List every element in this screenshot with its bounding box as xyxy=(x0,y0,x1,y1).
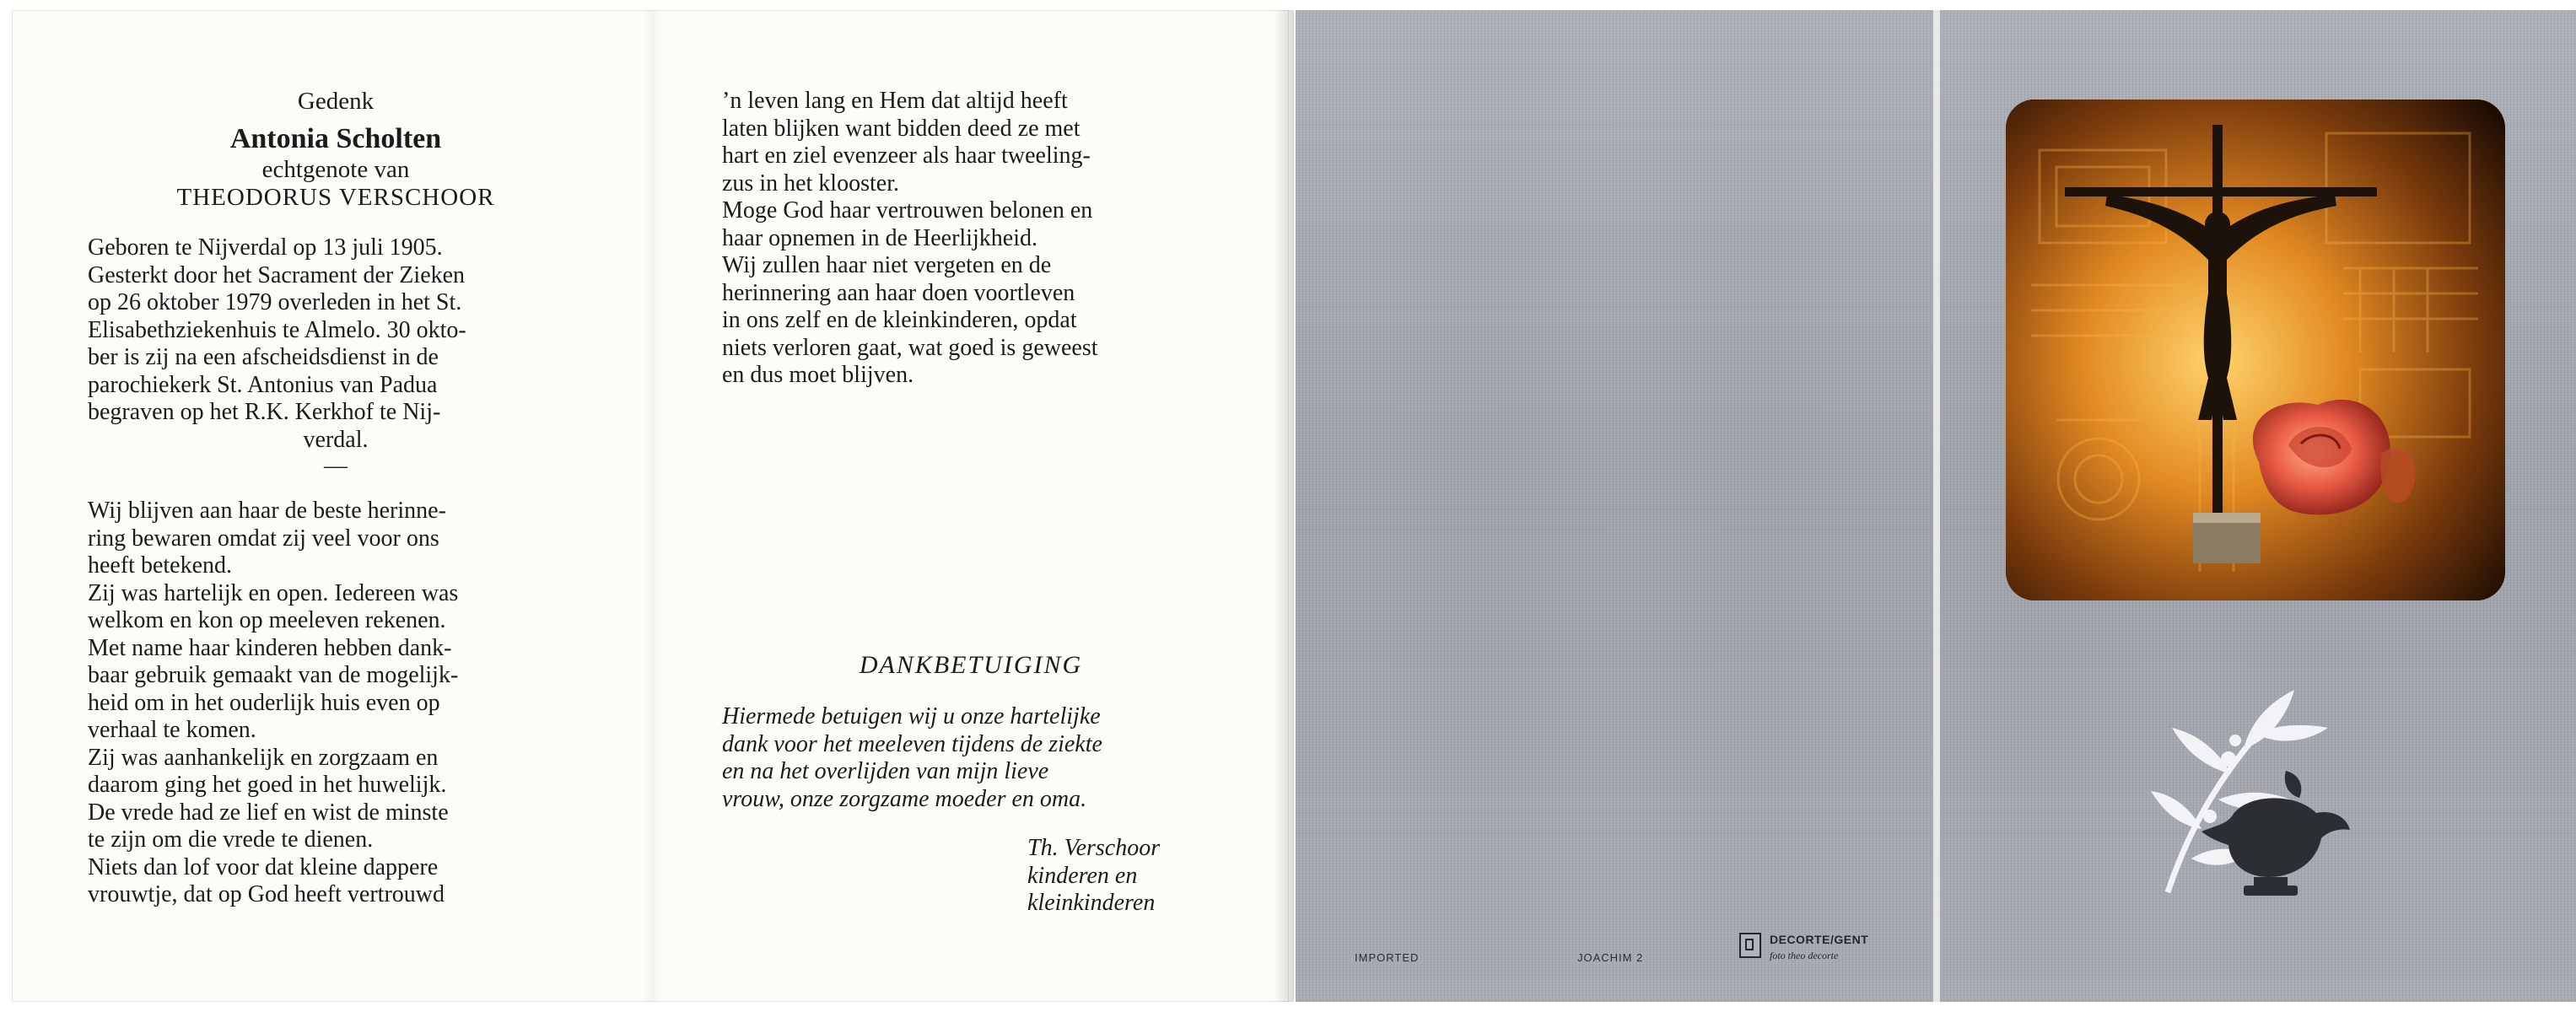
text-line: laten blijken want bidden deed ze met xyxy=(722,115,1081,142)
text-line: haar opnemen in de Heerlijkheid. xyxy=(722,224,1037,251)
thanks-paragraph xyxy=(722,703,1220,813)
text-line: daarom ging het goed in het huwelijk. xyxy=(88,772,447,798)
card-separation xyxy=(1933,10,1940,1002)
text-line: verdal. xyxy=(303,426,369,453)
text-line: Zij was hartelijk en open. Iedereen was xyxy=(88,579,459,606)
photo-credit: foto theo decorte xyxy=(1770,950,1839,961)
text-line: Met name haar kinderen hebben dank- xyxy=(88,634,452,661)
text-line: in ons zelf en de kleinkinderen, opdat xyxy=(722,307,1077,333)
signature-line: kleinkinderen xyxy=(1027,890,1156,916)
text-line: Zij was aanhankelijk en zorgzaam en xyxy=(88,744,439,771)
crucifix-with-rose-icon xyxy=(2006,100,2505,600)
text-line: op 26 oktober 1979 overleden in het St. xyxy=(88,289,462,315)
thanks-title: DANKBETUIGING xyxy=(859,651,1083,679)
text-line: ber is zij na een afscheidsdienst in de xyxy=(88,344,439,370)
text-line: welkom en kon op meeleven rekenen. xyxy=(88,607,446,633)
separator-dash: — xyxy=(324,453,348,479)
text-line: en na het overlijden van mijn lieve xyxy=(722,758,1049,784)
text-line: ring bewaren omdat zij veel voor ons xyxy=(88,525,439,552)
text-line: heid om in het ouderlijk huis even op xyxy=(88,689,440,716)
inside-right-column xyxy=(722,88,1220,390)
text-line: ’n leven lang en Hem dat altijd heeft xyxy=(722,88,1068,114)
text-line: en dus moet blijven. xyxy=(722,362,914,388)
signature-line: Th. Verschoor xyxy=(1027,835,1161,861)
text-line: Gesterkt door het Sacrament der Zieken xyxy=(88,261,466,288)
spouse-name: THEODORUS VERSCHOOR xyxy=(176,183,495,211)
text-line: parochiekerk St. Antonius van Padua xyxy=(88,371,438,398)
publisher-logo-icon xyxy=(1739,933,1761,958)
text-line: Geboren te Nijverdal op 13 juli 1905. xyxy=(88,234,443,261)
text-line: Wij zullen haar niet vergeten en de xyxy=(722,252,1052,278)
birth-death-paragraph xyxy=(88,234,584,454)
inside-left-column xyxy=(88,88,584,909)
imprint-code: JOACHIM 2 xyxy=(1577,951,1644,964)
signature-block xyxy=(1027,835,1280,918)
text-line: Elisabethziekenhuis te Almelo. 30 okto- xyxy=(88,316,466,343)
text-line: vrouw, onze zorgzame moeder en oma. xyxy=(722,785,1087,812)
text-line: Moge God haar vertrouwen belonen en xyxy=(722,197,1093,223)
text-line: Hiermede betuigen wij u onze hartelijke xyxy=(722,703,1101,729)
text-line: dank voor het meeleven tijdens de ziekte xyxy=(722,730,1102,757)
text-line: hart en ziel evenzeer als haar tweeling- xyxy=(722,143,1091,169)
oil-lamp-with-olive-branch-icon xyxy=(2151,690,2353,901)
text-line: te zijn om die vrede te dienen. xyxy=(88,826,374,853)
center-fold xyxy=(643,10,661,1002)
text-line: verhaal te komen. xyxy=(88,717,256,743)
tribute-paragraph xyxy=(88,498,584,909)
text-line: Wij blijven aan haar de beste herinne- xyxy=(88,498,446,524)
text-line: niets verloren gaat, wat goed is geweest xyxy=(722,334,1098,361)
card-back-panel xyxy=(1296,10,1933,1002)
heading-gedenk: Gedenk xyxy=(297,88,375,115)
deceased-name: Antonia Scholten xyxy=(229,122,442,154)
signature-line: kinderen en xyxy=(1027,862,1138,889)
text-line: begraven op het R.K. Kerkhof te Nij- xyxy=(88,399,441,425)
spouse-relation: echtgenote van xyxy=(261,156,410,183)
imprint-imported: IMPORTED xyxy=(1355,951,1420,964)
text-line: baar gebruik gemaakt van de mogelijk- xyxy=(88,662,459,688)
publisher-name: DECORTE/GENT xyxy=(1770,933,1869,946)
text-line: De vrede had ze lief en wist de minste xyxy=(88,799,449,826)
text-line: zus in het klooster. xyxy=(722,170,899,196)
text-line: heeft betekend. xyxy=(88,552,233,579)
text-line: herinnering aan haar doen voortleven xyxy=(722,279,1075,306)
text-line: Niets dan lof voor dat kleine dappere xyxy=(88,853,439,880)
text-line: vrouwtje, dat op God heeft vertrouwd xyxy=(88,881,445,907)
